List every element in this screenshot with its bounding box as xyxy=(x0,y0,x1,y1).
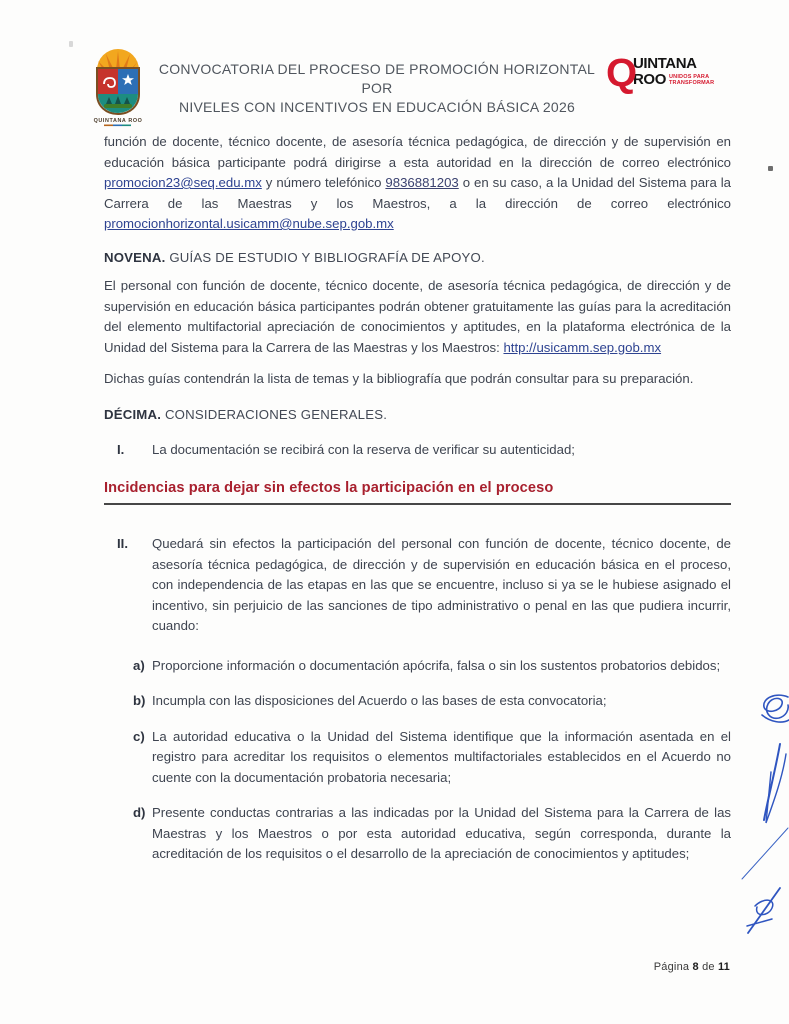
list-item-roman-ii xyxy=(104,534,731,637)
list-item-letter-d xyxy=(104,803,731,865)
document-title xyxy=(150,48,606,117)
list-marker: I. xyxy=(117,442,125,457)
section-heading-decima xyxy=(104,405,731,426)
paragraph-text: o en su caso, a la Unidad del Sistema para la Carrera de las Maestras y los Maestros, a la dirección de correo electrónico xyxy=(104,175,731,211)
email-link-usicamm[interactable]: promocionhorizontal.usicamm@nube.sep.gob.mx xyxy=(104,216,394,231)
list-marker: a) xyxy=(133,657,145,673)
list-marker: c) xyxy=(133,728,145,744)
page-number-footer xyxy=(654,961,730,973)
coat-caption: QUINTANA ROO xyxy=(93,118,143,124)
heading-rule xyxy=(104,503,731,505)
list-item-text: Proporcione información o documentación apócrifa, falsa o sin los sustentos probatorios debidos; xyxy=(152,657,721,673)
list-item-text: Quedará sin efectos la participación del personal con función de docente, técnico docente, de asesoría técnica pedagógica, de dirección y de supervisión en educación básica en el proceso, con independencia de las etapas en las que se encuentre, incluso si ya se le hubiese asignado el incentivo, sin perjuicio de las sanciones de tipo administrativo o penal en las que pudiera incurrir, cuando: xyxy=(152,536,731,633)
incidencias-red-heading: Incidencias para dejar sin efectos la participación en el proceso xyxy=(104,479,554,496)
footer-page-label: Página xyxy=(653,961,690,973)
list-item-letter-b xyxy=(104,691,731,712)
list-marker: b) xyxy=(133,693,146,708)
email-link-promocion23[interactable]: promocion23@seq.edu.mx xyxy=(104,175,262,190)
wordmark-tagline-line1: UNIDOS PARA xyxy=(668,74,710,80)
section-title: CONSIDERACIONES GENERALES. xyxy=(161,406,388,422)
wordmark-q-letter: Q xyxy=(606,51,638,95)
ink-stroke-long xyxy=(764,744,780,820)
wordmark-tagline xyxy=(669,74,714,86)
phone-link[interactable]: 9836881203 xyxy=(385,175,459,190)
url-link-usicamm[interactable]: http://usicamm.sep.gob.mx xyxy=(503,339,662,355)
paragraph-text: El personal con función de docente, técnico docente, de asesoría técnica pedagógica, de dirección y de supervisión en educación básica participantes podrán obtener gratuitamente las guías para la acreditación del elemento multifactorial apreciación de conocimientos y aptitudes, en la plataforma electrónica de la Unidad del Sistema para la Carrera de las Maestras y los Maestros: xyxy=(104,278,731,355)
document-title-line2: NIVELES CON INCENTIVOS EN EDUCACIÓN BÁSICA 2026 xyxy=(178,99,576,115)
footer-total-pages: 11 xyxy=(717,961,730,973)
list-item-text: Presente conductas contrarias a las indicadas por la Unidad del Sistema para la Carrera de las Maestras y los Maestros o por esta autoridad educativa, según corresponda, durante la acreditación de los requisitos o el desarrollo de la apreciación de conocimientos y aptitudes; xyxy=(152,805,731,861)
paragraph-guias xyxy=(104,276,731,358)
wordmark-roo: ROO xyxy=(633,71,666,88)
section-number: NOVENA. xyxy=(104,249,166,265)
paragraph-contact-info xyxy=(104,132,731,235)
paragraph-text: y número telefónico xyxy=(261,175,386,190)
list-marker: d) xyxy=(133,805,146,820)
list-item-letter-c xyxy=(104,727,731,789)
document-body xyxy=(104,120,731,865)
ink-stroke-long-2 xyxy=(766,754,786,823)
quintana-roo-wordmark-logo xyxy=(606,51,729,104)
ink-flourish-loop xyxy=(747,900,773,926)
paragraph-dichas-guias: Dichas guías contendrán la lista de temas y la bibliografía que podrán consultar para su preparación. xyxy=(104,371,694,386)
coat-of-arms-icon xyxy=(84,48,150,128)
section-number: DÉCIMA. xyxy=(104,406,162,422)
ink-initials-scribble xyxy=(762,695,789,722)
list-item-text: La documentación se recibirá con la reserva de verificar su autenticidad; xyxy=(152,442,575,457)
section-title: GUÍAS DE ESTUDIO Y BIBLIOGRAFÍA DE APOYO. xyxy=(165,249,485,265)
wordmark-tagline-line2: TRANSFORMAR xyxy=(668,80,715,86)
list-item-roman-i xyxy=(104,440,731,461)
document-title-line1: CONVOCATORIA DEL PROCESO DE PROMOCIÓN HORIZONTAL POR xyxy=(158,61,596,96)
list-item-text: La autoridad educativa o la Unidad del Sistema identifique que la información asentada en el registro para acreditar los requisitos o elementos multifactoriales establecidos en el Acuerdo no cuente con la documentación probatoria necesaria; xyxy=(152,728,731,785)
list-marker: II. xyxy=(117,536,128,551)
ink-stroke-thin-diagonal xyxy=(742,828,788,879)
ink-flourish-stroke xyxy=(748,888,780,933)
section-heading-novena xyxy=(104,248,731,269)
scan-artifact-speck xyxy=(768,166,773,171)
paragraph-text: función de docente, técnico docente, de asesoría técnica pedagógica, de dirección y de supervisión en educación básica participante podrá dirigirse a esta autoridad en la dirección de correo electrónico xyxy=(104,134,731,170)
footer-of-label: de xyxy=(702,961,715,973)
wordmark-uintana: UINTANA xyxy=(633,55,697,72)
scan-artifact-speck xyxy=(69,41,73,47)
list-item-letter-a xyxy=(104,656,731,677)
footer-page-number: 8 xyxy=(692,961,699,973)
list-item-text: Incumpla con las disposiciones del Acuerdo o las bases de esta convocatoria; xyxy=(152,693,607,708)
